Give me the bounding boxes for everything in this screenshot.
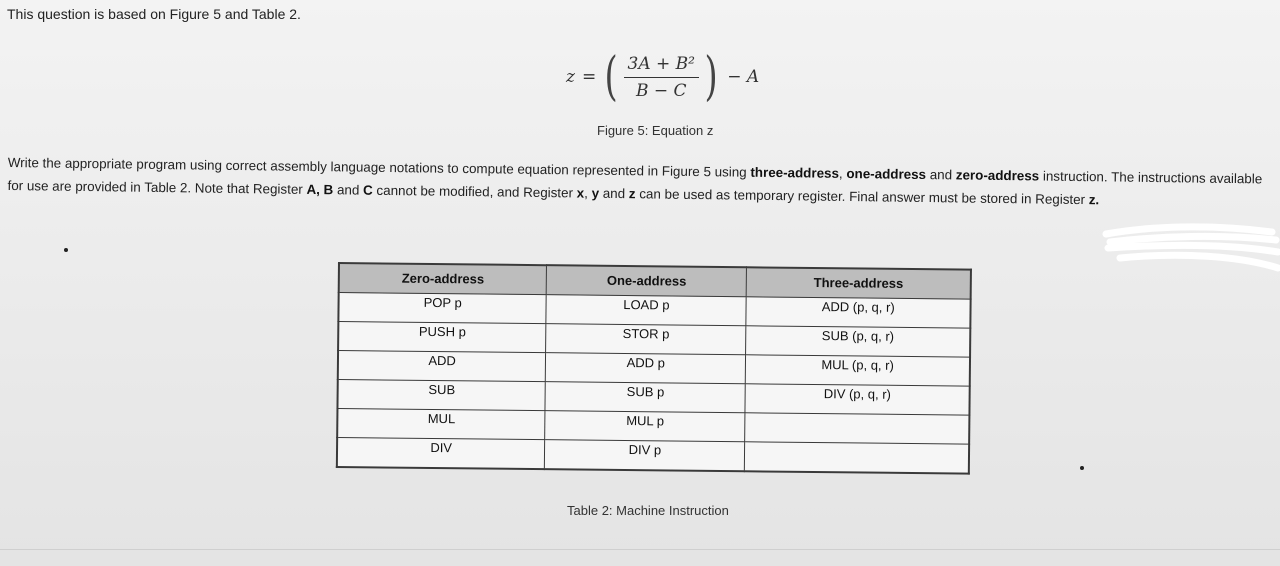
equation-lhs: z xyxy=(566,67,575,87)
table-cell: DIV (p, q, r) xyxy=(745,384,969,415)
equation-tail: − A xyxy=(727,67,760,87)
equation-numerator: 3A + B² xyxy=(624,54,699,78)
table-caption: Table 2: Machine Instruction xyxy=(567,503,729,518)
equation-z xyxy=(566,44,759,110)
equation-denominator: B − C xyxy=(635,80,687,101)
instruction-text: , xyxy=(584,185,592,201)
machine-instruction-table xyxy=(336,262,972,475)
instruction-text: and xyxy=(598,185,629,202)
question-instruction xyxy=(7,151,1279,214)
table-cell: MUL xyxy=(337,409,545,440)
table-cell xyxy=(745,413,969,444)
instruction-bold: zero-address xyxy=(955,167,1040,184)
table-cell: ADD xyxy=(338,351,546,382)
table-cell: SUB p xyxy=(545,382,745,413)
table-cell xyxy=(745,442,969,474)
table-cell: SUB (p, q, r) xyxy=(746,326,970,357)
table-cell: SUB xyxy=(337,380,545,411)
table-cell: MUL p xyxy=(545,411,745,442)
table-cell: DIV p xyxy=(545,440,745,472)
table-cell: PUSH p xyxy=(338,322,546,353)
instruction-bold: z xyxy=(628,186,636,202)
header-one-address: One-address xyxy=(546,265,746,297)
instruction-text: instruction. The instructions available for use are provided in Table 2. Note that Register xyxy=(7,168,1263,197)
instruction-bold: y xyxy=(591,185,600,201)
equation-equals: = xyxy=(581,67,597,87)
equation-fraction xyxy=(624,54,699,101)
speck-dot xyxy=(1080,466,1084,470)
instruction-text: and xyxy=(925,167,956,183)
instruction-bold: three-address xyxy=(750,164,840,181)
table-cell: ADD p xyxy=(546,353,746,384)
table-row xyxy=(337,438,969,474)
instruction-bold: one-address xyxy=(846,165,927,183)
instruction-bold: z. xyxy=(1088,192,1100,208)
speck-dot xyxy=(64,248,68,252)
table-cell: MUL (p, q, r) xyxy=(746,355,970,386)
instruction-bold: x xyxy=(576,185,585,201)
instruction-bold: C xyxy=(362,182,373,198)
page-edge-line xyxy=(0,549,1280,550)
left-paren: ( xyxy=(604,47,618,107)
header-three-address: Three-address xyxy=(747,267,971,299)
redaction-scribble xyxy=(1100,218,1280,278)
instruction-text: , xyxy=(838,165,847,181)
table-cell: DIV xyxy=(337,438,545,470)
instruction-text: Write the appropriate program using correct assembly language notations to compute equation represented in Figure 5 using xyxy=(7,154,751,180)
instruction-text: can be used as temporary register. Final answer must be stored in Register xyxy=(635,186,1089,208)
instruction-bold: A, B xyxy=(306,181,334,198)
intro-text: This question is based on Figure 5 and Table 2. xyxy=(7,6,301,22)
instruction-text: and xyxy=(333,182,364,198)
table-cell: ADD (p, q, r) xyxy=(746,297,970,328)
header-zero-address: Zero-address xyxy=(339,263,547,295)
table-cell: STOR p xyxy=(546,324,746,355)
figure-caption: Figure 5: Equation z xyxy=(597,123,714,138)
right-paren: ) xyxy=(704,47,718,107)
instruction-text: cannot be modified, and Register xyxy=(372,182,577,201)
table-cell: POP p xyxy=(338,293,546,324)
table-cell: LOAD p xyxy=(546,295,746,326)
